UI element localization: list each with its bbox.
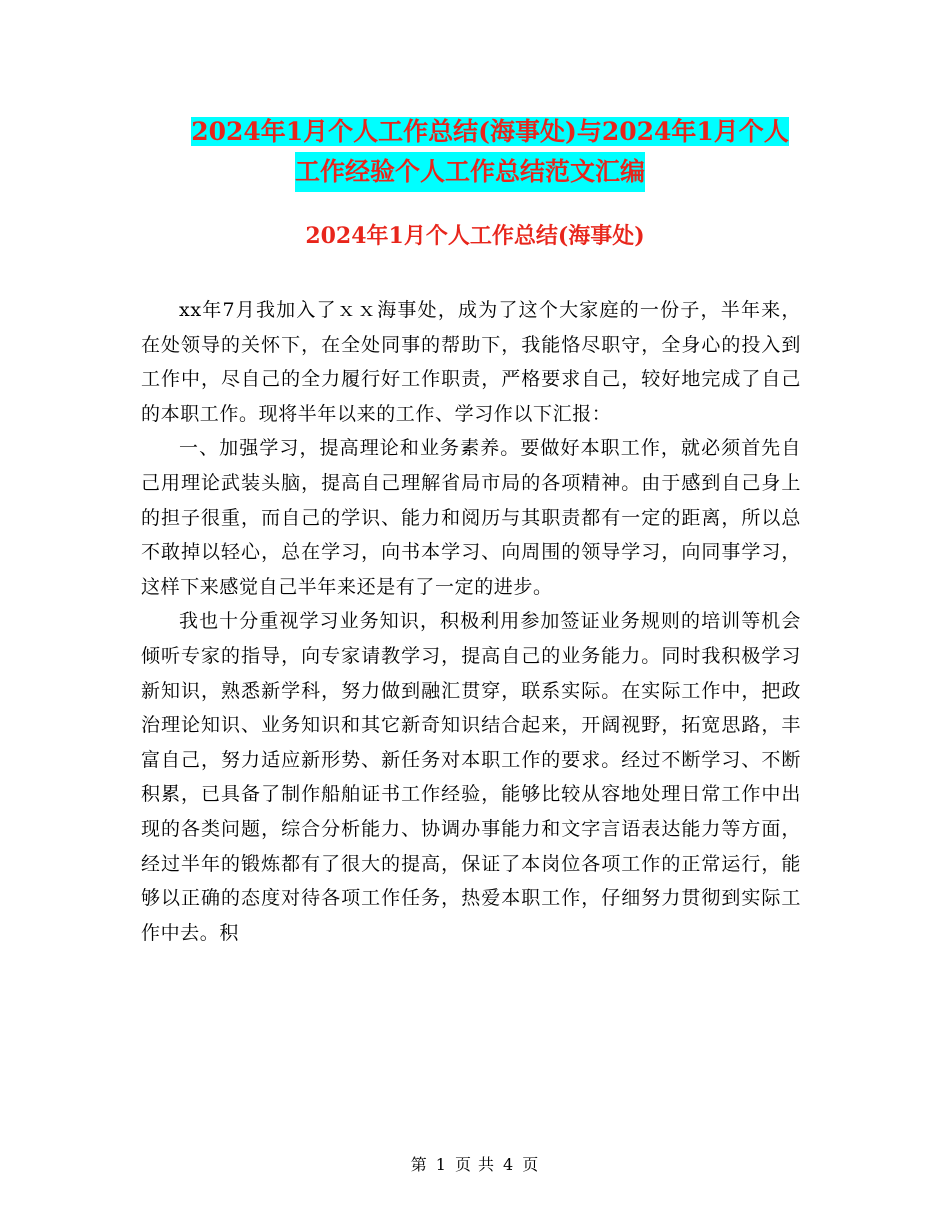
paragraph: xx年7月我加入了ｘｘ海事处，成为了这个大家庭的一份子，半年来，在处领导的关怀下，在全处同事的帮助下，我能恪尽职守，全身心的投入到工作中，尽自己的全力履行好工作职责，严格要求自己，较好地完成了自己的本职工作。现将半年以来的工作、学习作以下汇报： — [141, 299, 801, 425]
footer-middle: 页 共 — [454, 1155, 496, 1174]
document-title-line2: 工作经验个人工作总结范文汇编 — [295, 152, 645, 192]
paragraph: 我也十分重视学习业务知识，积极利用参加签证业务规则的培训等机会倾听专家的指导，向专家请教学习，提高自己的业务能力。同时我积极学习新知识，熟悉新学科，努力做到融汇贯穿，联系实际。在实际工作中，把政治理论知识、业务知识和其它新奇知识结合起来，开阔视野，拓宽思路，丰富自己，努力适应新形势、新任务对本职工作的要求。经过不断学习、不断积累，已具备了制作船舶证书工作经验，能够比较从容地处理日常工作中出现的各类问题，综合分析能力、协调办事能力和文字言语表达能力等方面，经过半年的锻炼都有了很大的提高，保证了本岗位各项工作的正常运行，能够以正确的态度对待各项工作任务，热爱本职工作，仔细努力贯彻到实际工作中去。积 — [141, 610, 801, 944]
document-title-line1: 2024年1月个人工作总结(海事处)与2024年1月个人 — [191, 117, 789, 146]
footer-prefix: 第 — [410, 1155, 428, 1174]
section-title: 2024年1月个人工作总结(海事处) — [305, 223, 645, 249]
page-footer — [0, 1153, 950, 1177]
document-title — [150, 112, 830, 192]
footer-total-pages: 4 — [503, 1155, 515, 1174]
footer-suffix: 页 — [522, 1155, 540, 1174]
footer-page-number: 1 — [435, 1155, 447, 1174]
paragraph: 一、加强学习，提高理论和业务素养。要做好本职工作，就必须首先自己用理论武装头脑，提高自己理解省局市局的各项精神。由于感到自己身上的担子很重，而自己的学识、能力和阅历与其职责都有一定的距离，所以总不敢掉以轻心，总在学习，向书本学习、向周围的领导学习，向同事学习，这样下来感觉自己半年来还是有了一定的进步。 — [141, 437, 801, 598]
document-body — [141, 293, 801, 950]
